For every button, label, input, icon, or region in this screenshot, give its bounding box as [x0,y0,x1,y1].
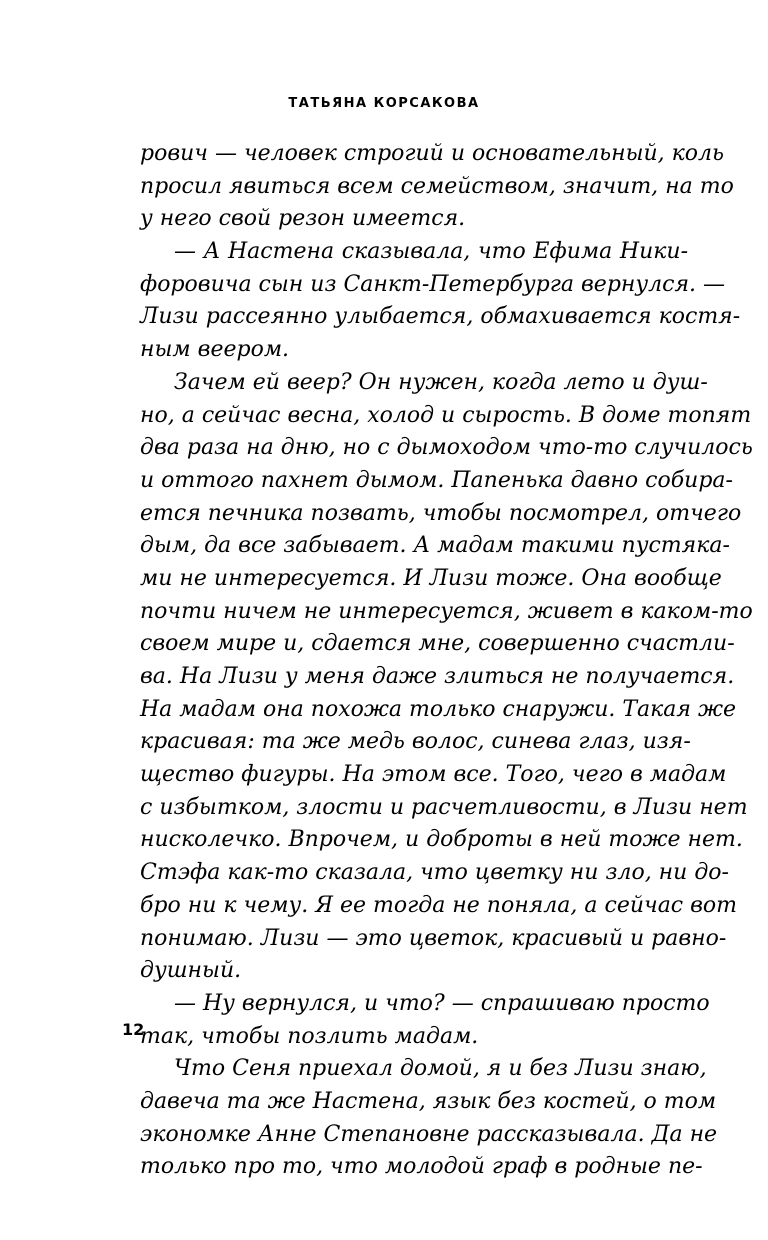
text-line: щество фигуры. На этом все. Того, чего в мадам [140,762,727,788]
body-text [140,138,753,1184]
text-line: только про то, что молодой граф в родные пе- [140,1154,703,1180]
running-head: ТАТЬЯНА КОРСАКОВА [288,96,480,111]
text-line: ным веером. [140,337,290,363]
text-line: и оттого пахнет дымом. Папенька давно собира- [140,467,733,493]
text-line: экономке Анне Степановне рассказывала. Да не [140,1121,718,1147]
text-line: просил явиться всем семейством, значит, на то [140,173,734,199]
text-line: Что Сеня приехал домой, я и без Лизи знаю, [174,1056,707,1082]
text-line: — А Настена сказывала, что Ефима Ники- [174,239,688,265]
text-line: — Ну вернулся, и что? — спрашиваю просто [174,990,710,1016]
text-line: дым, да все забывает. А мадам такими пустяка- [140,533,730,559]
text-line: так, чтобы позлить мадам. [140,1023,479,1049]
text-line: рович — человек строгий и основательный, коль [140,141,725,166]
text-line: с избытком, злости и расчетливости, в Лизи нет [140,794,748,820]
text-line: своем мире и, сдается мне, совершенно счастли- [140,631,735,657]
text-line: у него свой резон имеется. [140,206,466,232]
text-line: Зачем ей веер? Он нужен, когда лето и душ- [174,369,708,395]
text-line: ется печника позвать, чтобы посмотрел, отчего [140,500,742,526]
text-line: ми не интересуется. И Лизи тоже. Она вообще [140,565,722,591]
text-line: душный. [140,958,242,984]
text-line: ва. На Лизи у меня даже злиться не получается. [140,664,735,689]
page-number: 12 [122,1020,145,1039]
text-line: два раза на дню, но с дымоходом что-то случилось [140,435,753,461]
text-line: форовича сын из Санкт-Петербурга вернулся. — [140,271,726,297]
text-line: На мадам она похожа только снаружи. Такая же [140,696,737,722]
text-line: нисколечко. Впрочем, и доброты в ней тоже нет. [140,827,743,853]
text-line: давеча та же Настена, язык без костей, о том [140,1088,717,1114]
text-line: Стэфа как-то сказала, что цветку ни зло, ни до- [140,860,729,886]
text-line: бро ни к чему. Я ее тогда не поняла, а сейчас вот [140,892,738,918]
text-line: но, а сейчас весна, холод и сырость. В доме топят [140,402,752,428]
text-line: почти ничем не интересуется, живет в каком-то [140,598,753,624]
text-line: Лизи рассеянно улыбается, обмахивается костя- [140,304,741,330]
text-line: красивая: та же медь волос, синева глаз, изя- [140,729,691,755]
text-line: понимаю. Лизи — это цветок, красивый и равно- [140,925,727,951]
